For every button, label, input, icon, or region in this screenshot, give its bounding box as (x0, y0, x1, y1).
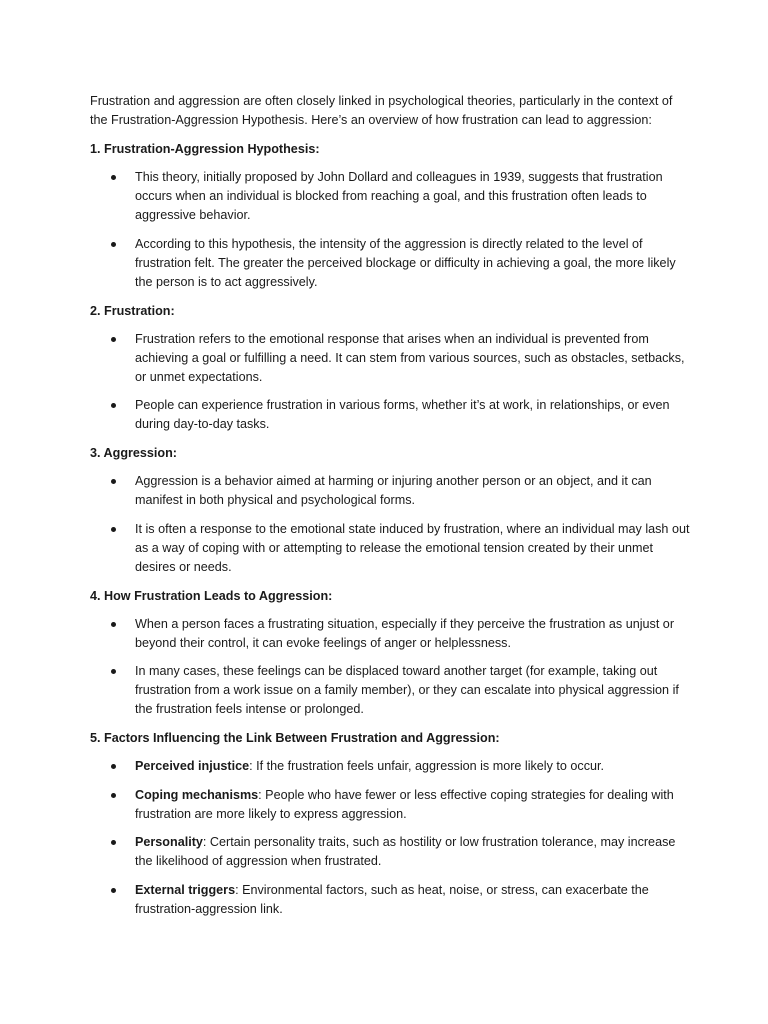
bullet-icon (111, 527, 116, 532)
list-item-text: According to this hypothesis, the intensity of the aggression is directly related to the level of frustration felt. The greater the perceived blockage or difficulty in achieving a goal, the more likely the person is to act aggressively. (135, 236, 676, 289)
list-item (90, 757, 690, 776)
bullet-list (90, 757, 690, 919)
bullet-icon (111, 479, 116, 484)
bullet-icon (111, 403, 116, 408)
list-item (90, 472, 690, 510)
list-item (90, 235, 690, 292)
list-item-text: Frustration refers to the emotional response that arises when an individual is prevented from achieving a goal or fulfilling a need. It can stem from various sources, such as obstacles, setbacks, or unmet expectations. (135, 331, 685, 384)
section-heading-frustration: 2. Frustration: (90, 303, 175, 318)
bullet-icon (111, 622, 116, 627)
section-heading-how-frustration-leads: 4. How Frustration Leads to Aggression: (90, 588, 333, 603)
list-item (90, 520, 690, 577)
bullet-icon (111, 175, 116, 180)
list-item (90, 786, 690, 824)
bullet-icon (111, 337, 116, 342)
bullet-icon (111, 793, 116, 798)
factor-text: : People who have fewer or less effective coping strategies for dealing with frustration are more likely to express aggression. (135, 787, 674, 821)
intro-paragraph: Frustration and aggression are often closely linked in psychological theories, particularly in the context of the Frustration-Aggression Hypothesis. Here’s an overview of how frustration can lead to aggression: (90, 94, 673, 127)
bullet-list (90, 330, 690, 435)
bullet-icon (111, 764, 116, 769)
section-heading-aggression: 3. Aggression: (90, 446, 178, 460)
bullet-icon (111, 888, 116, 893)
list-item-text: People can experience frustration in various forms, whether it’s at work, in relationships, or even during day-to-day tasks. (135, 398, 670, 431)
list-item (90, 833, 690, 871)
bullet-list (90, 472, 690, 577)
bullet-list (90, 615, 690, 720)
factor-term: Perceived injustice (135, 759, 250, 773)
bullet-icon (111, 669, 116, 674)
list-item-text: When a person faces a frustrating situation, especially if they perceive the frustration as unjust or beyond their control, it can evoke feelings of anger or helplessness. (135, 616, 675, 650)
list-item (90, 168, 690, 225)
list-item (90, 396, 690, 434)
list-item-text: This theory, initially proposed by John Dollard and colleagues in 1939, suggests that frustration occurs when an individual is blocked from reaching a goal, and this frustration often leads to aggressive behavior. (135, 170, 663, 222)
list-item-text: It is often a response to the emotional state induced by frustration, where an individual may lash out as a way of coping with or attempting to release the emotional tension created by their unmet desires or needs. (135, 521, 690, 574)
factor-term: External triggers (135, 882, 236, 897)
bullet-icon (111, 840, 116, 845)
list-item (90, 615, 690, 653)
factor-term: Coping mechanisms (135, 787, 259, 802)
section-heading-factors: 5. Factors Influencing the Link Between Frustration and Aggression: (90, 731, 500, 745)
list-item-text: Aggression is a behavior aimed at harming or injuring another person or an object, and it can manifest in both physical and psychological forms. (135, 474, 652, 507)
list-item-text: In many cases, these feelings can be displaced toward another target (for example, taking out frustration from a work issue on a family member), or they can escalate into physical aggression if the frustration feels intense or prolonged. (135, 664, 679, 716)
list-item (90, 881, 690, 919)
list-item (90, 330, 690, 387)
list-item (90, 662, 690, 719)
section-heading-hypothesis: 1. Frustration-Aggression Hypothesis: (90, 142, 320, 156)
bullet-icon (111, 242, 116, 247)
factor-term: Personality (135, 835, 203, 849)
bullet-list (90, 168, 690, 292)
document-page (90, 92, 690, 929)
factor-text: : Environmental factors, such as heat, noise, or stress, can exacerbate the frustration-aggression link. (135, 882, 649, 916)
factor-text: : Certain personality traits, such as hostility or low frustration tolerance, may increase the likelihood of aggression when frustrated. (135, 835, 676, 868)
factor-text: : If the frustration feels unfair, aggression is more likely to occur. (249, 759, 604, 773)
